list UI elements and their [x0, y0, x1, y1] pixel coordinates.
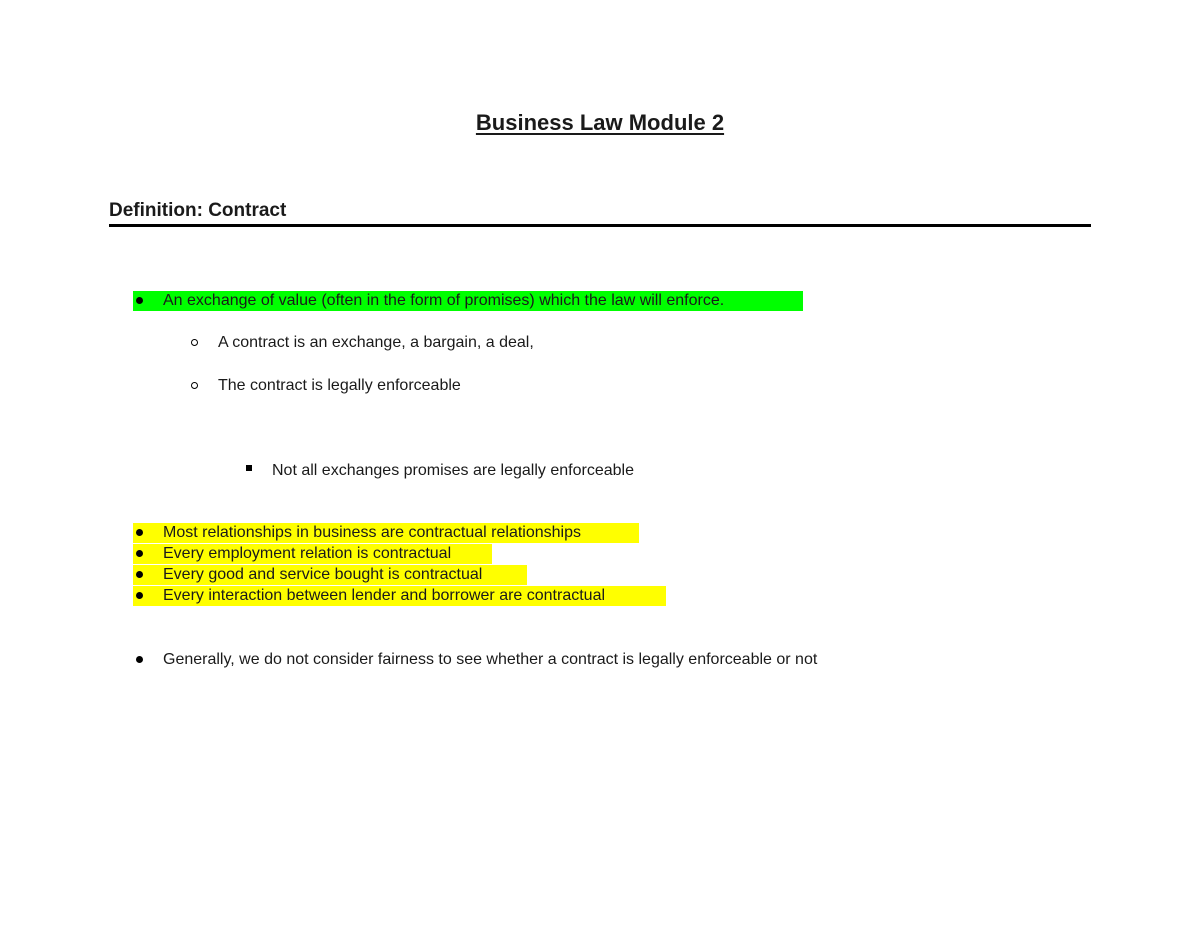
section-heading: Definition: Contract [109, 200, 287, 221]
list-item: Most relationships in business are contractual relationships [163, 524, 581, 541]
bullet-circle-icon [191, 339, 198, 346]
bullet-dot-icon [136, 656, 143, 663]
page-title: Business Law Module 2 [475, 110, 725, 135]
bullet-dot-icon [136, 592, 143, 599]
list-item: Generally, we do not consider fairness to see whether a contract is legally enforceable or not [163, 651, 818, 668]
list-item: Every interaction between lender and borrower are contractual [163, 587, 606, 604]
list-item-sub: The contract is legally enforceable [218, 377, 461, 394]
bullet-circle-icon [191, 382, 198, 389]
list-item: An exchange of value (often in the form of promises) which the law will enforce. [163, 292, 725, 309]
list-item: Every good and service bought is contractual [163, 566, 483, 583]
bullet-dot-icon [136, 571, 143, 578]
bullet-dot-icon [136, 297, 143, 304]
list-item-subsub: Not all exchanges promises are legally enforceable [272, 462, 634, 479]
list-item: Every employment relation is contractual [163, 545, 452, 562]
list-item-sub: A contract is an exchange, a bargain, a deal, [218, 334, 534, 351]
bullet-square-icon [246, 465, 252, 471]
bullet-dot-icon [136, 529, 143, 536]
bullet-dot-icon [136, 550, 143, 557]
section-divider [109, 224, 1091, 227]
